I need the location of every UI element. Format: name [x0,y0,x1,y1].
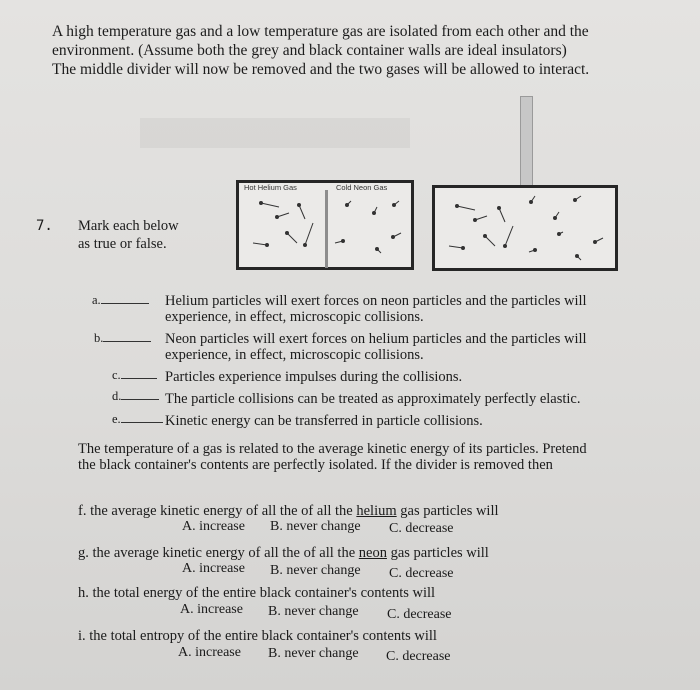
question-i-text: i. the total entropy of the entire black container's contents will [78,628,437,644]
item-d-text: The particle collisions can be treated as approximately perfectly elastic. [165,391,581,407]
question-instruction-line-2: as true or false. [78,236,167,252]
question-h-text: h. the total energy of the entire black container's contents will [78,585,436,601]
question-number: 7. [36,218,53,234]
item-b-label: b. [94,331,151,346]
question-i-option-c[interactable]: C. decrease [386,649,451,664]
item-a-text-1: Helium particles will exert forces on neon particles and the particles will [165,293,587,309]
item-b-blank[interactable] [103,340,151,342]
question-f-option-a[interactable]: A. increase [182,519,245,534]
item-a-blank[interactable] [101,302,149,304]
paragraph-line-1: The temperature of a gas is related to the average kinetic energy of its particles. Pretend [78,441,587,457]
question-i-option-b[interactable]: B. never change [268,646,359,661]
question-f-text: f. the average kinetic energy of all the of all the helium gas particles will [78,503,499,519]
question-g-option-a[interactable]: A. increase [182,561,245,576]
item-e-label: e. [112,412,163,427]
intro-line-2: environment. (Assume both the grey and black container walls are ideal insulators) [52,42,567,59]
item-d-blank[interactable] [121,398,159,400]
item-c-blank[interactable] [121,377,157,379]
question-g-text: g. the average kinetic energy of all the of all the neon gas particles will [78,545,489,561]
item-a-text-2: experience, in effect, microscopic collisions. [165,309,424,325]
item-d-label: d. [112,389,159,404]
paragraph-line-2: the black container's contents are perfectly isolated. If the divider is removed then [78,457,553,473]
combined-container-particles [435,188,615,268]
item-e-blank[interactable] [121,421,163,423]
question-h-option-a[interactable]: A. increase [180,602,243,617]
middle-divider [325,190,328,268]
combined-container [432,185,618,271]
question-f-option-c[interactable]: C. decrease [389,521,454,536]
item-b-text-1: Neon particles will exert forces on helium particles and the particles will [165,331,587,347]
question-g-option-c[interactable]: C. decrease [389,566,454,581]
item-b-text-2: experience, in effect, microscopic collisions. [165,347,424,363]
question-h-option-c[interactable]: C. decrease [387,607,452,622]
cold-neon-label: Cold Neon Gas [336,183,388,192]
question-g-option-b[interactable]: B. never change [270,563,361,578]
question-instruction-line-1: Mark each below [78,218,179,234]
lifted-divider [520,96,533,188]
question-i-option-a[interactable]: A. increase [178,645,241,660]
item-e-text: Kinetic energy can be transferred in particle collisions. [165,413,483,429]
question-h-option-b[interactable]: B. never change [268,604,359,619]
item-c-label: c. [112,368,157,383]
bleed-through-shadow [140,118,410,148]
item-a-label: a. [92,293,149,308]
intro-line-1: A high temperature gas and a low temperature gas are isolated from each other and the [52,23,589,40]
intro-line-3: The middle divider will now be removed and the two gases will be allowed to interact. [52,61,590,78]
hot-helium-label: Hot Helium Gas [244,183,297,192]
question-f-option-b[interactable]: B. never change [270,519,361,534]
item-c-text: Particles experience impulses during the collisions. [165,369,463,385]
